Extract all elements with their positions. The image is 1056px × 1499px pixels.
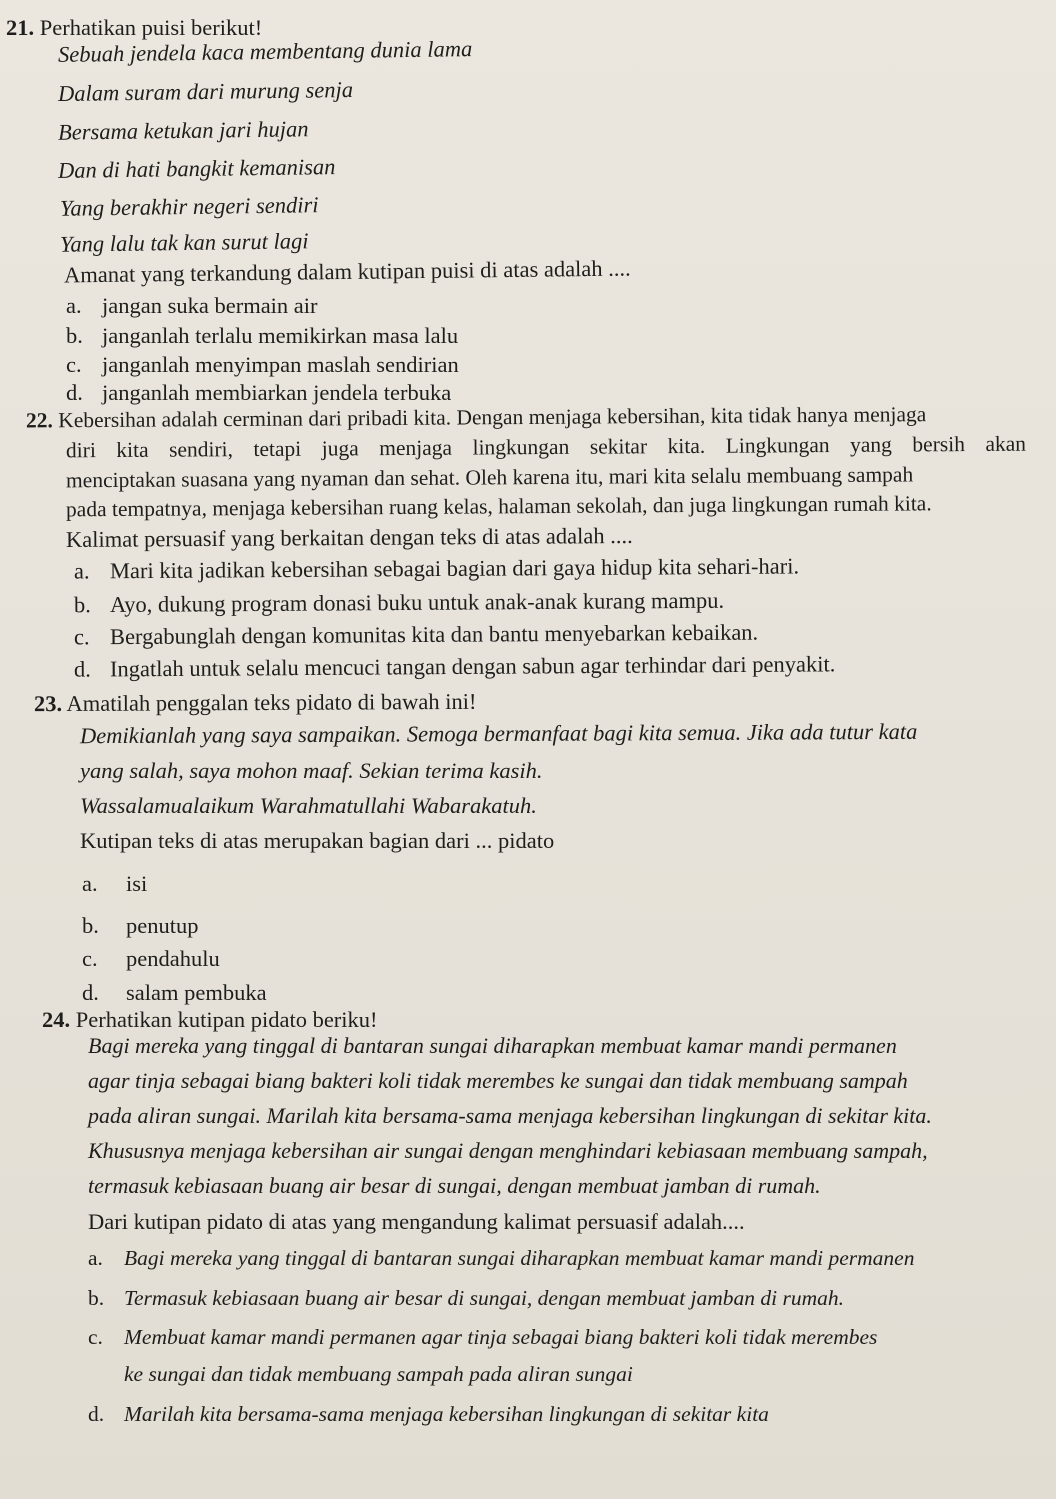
q21-title: Perhatikan puisi berikut! — [39, 15, 263, 40]
q24-option-b[interactable]: b. Termasuk kebiasaan buang air besar di sungai, dengan membuat jamban di rumah. — [88, 1286, 845, 1310]
q23-excerpt-line-3: Wassalamualaikum Warahmatullahi Wabarakatuh. — [80, 793, 537, 818]
q23-option-b[interactable]: b. penutup — [82, 913, 199, 938]
q24-option-a[interactable]: a. Bagi mereka yang tinggal di bantaran sungai diharapkan membuat kamar mandi permanen — [88, 1246, 915, 1270]
q24-option-d[interactable]: d. Marilah kita bersama-sama menjaga kebersihan lingkungan di sekitar kita — [88, 1402, 769, 1426]
q23-excerpt-line-1: Demikianlah yang saya sampaikan. Semoga bermanfaat bagi kita semua. Jika ada tutur kata — [79, 718, 918, 749]
q22-option-a[interactable]: a. Mari kita jadikan kebersihan sebagai bagian dari gaya hidup kita sehari-hari. — [73, 553, 800, 584]
q22-option-c[interactable]: c. Bergabunglah dengan komunitas kita dan bantu menyebarkan kebaikan. — [73, 619, 759, 650]
q22-option-d[interactable]: d. Ingatlah untuk selalu mencuci tangan dengan sabun agar terhindar dari penyakit. — [73, 651, 836, 682]
q23-number: 23. — [33, 691, 63, 717]
q24-title: Perhatikan kutipan pidato beriku! — [75, 1007, 378, 1032]
q22-passage-line-1: 22. Kebersihan adalah cerminan dari pribadi kita. Dengan menjaga kebersihan, kita tidak hanya menjaga — [25, 402, 927, 433]
q24-option-c[interactable]: c. Membuat kamar mandi permanen agar tinja sebagai biang bakteri koli tidak merembes — [88, 1325, 878, 1349]
q21-number: 21. — [6, 15, 35, 40]
q23-option-c[interactable]: c. pendahulu — [82, 946, 220, 971]
q21-poem-line-2: Dalam suram dari murung senja — [57, 76, 354, 107]
q21-option-d[interactable]: d. janganlah membiarkan jendela terbuka — [66, 380, 452, 405]
q22-passage-line-4: pada tempatnya, menjaga kebersihan ruang kelas, halaman sekolah, dan juga lingkungan rumah kita. — [65, 491, 932, 522]
q24-option-c-line-2: ke sungai dan tidak membuang sampah pada aliran sungai — [124, 1362, 633, 1386]
q24-excerpt-line-3: pada aliran sungai. Marilah kita bersama-sama menjaga kebersihan lingkungan di sekitar kita. — [88, 1103, 932, 1128]
q24-header — [42, 1006, 378, 1034]
q22-number: 22. — [25, 408, 53, 433]
q24-number: 24. — [42, 1007, 71, 1032]
q22-option-b[interactable]: b. Ayo, dukung program donasi buku untuk anak-anak kurang mampu. — [73, 587, 725, 618]
q21-question: Amanat yang terkandung dalam kutipan puisi di atas adalah .... — [63, 255, 631, 288]
q23-option-d[interactable]: d. salam pembuka — [82, 980, 267, 1005]
q24-excerpt-line-1: Bagi mereka yang tinggal di bantaran sungai diharapkan membuat kamar mandi permanen — [88, 1033, 897, 1058]
q24-excerpt-line-2: agar tinja sebagai biang bakteri koli tidak merembes ke sungai dan tidak membuang sampah — [88, 1068, 908, 1093]
q21-poem-line-1: Sebuah jendela kaca membentang dunia lama — [57, 36, 473, 67]
q22-passage-line-3: menciptakan suasana yang nyaman dan sehat. Oleh karena itu, mari kita selalu membuang sampah — [65, 462, 914, 493]
q21-poem-line-4: Dan di hati bangkit kemanisan — [57, 154, 336, 183]
q21-option-c[interactable]: c. janganlah menyimpan maslah sendirian — [66, 352, 459, 377]
q22-question: Kalimat persuasif yang berkaitan dengan teks di atas adalah .... — [65, 523, 633, 552]
q23-header — [34, 688, 477, 718]
q21-poem-line-3: Bersama ketukan jari hujan — [57, 116, 309, 145]
q24-excerpt-line-5: termasuk kebiasaan buang air besar di sungai, dengan membuat jamban di rumah. — [88, 1173, 821, 1198]
q23-excerpt-line-2: yang salah, saya mohon maaf. Sekian terima kasih. — [80, 758, 543, 783]
q21-option-a[interactable]: a. jangan suka bermain air — [66, 293, 318, 318]
q24-excerpt-line-4: Khususnya menjaga kebersihan air sungai dengan menghindari kebiasaan membuang sampah, — [88, 1138, 928, 1163]
q21-option-b[interactable]: b. janganlah terlalu memikirkan masa lalu — [66, 323, 459, 348]
q23-title: Amatilah penggalan teks pidato di bawah ini! — [66, 688, 477, 716]
q21-poem-line-6: Yang lalu tak kan surut lagi — [59, 228, 309, 257]
q22-passage-line-2: diri kita sendiri, tetapi juga menjaga lingkungan sekitar kita. Lingkungan yang bersih akan — [65, 431, 1027, 463]
q21-poem-line-5: Yang berakhir negeri sendiri — [59, 192, 319, 221]
q23-option-a[interactable]: a. isi — [82, 871, 148, 896]
q24-question: Dari kutipan pidato di atas yang mengandung kalimat persuasif adalah.... — [88, 1209, 745, 1234]
q23-question: Kutipan teks di atas merupakan bagian dari ... pidato — [80, 828, 555, 853]
